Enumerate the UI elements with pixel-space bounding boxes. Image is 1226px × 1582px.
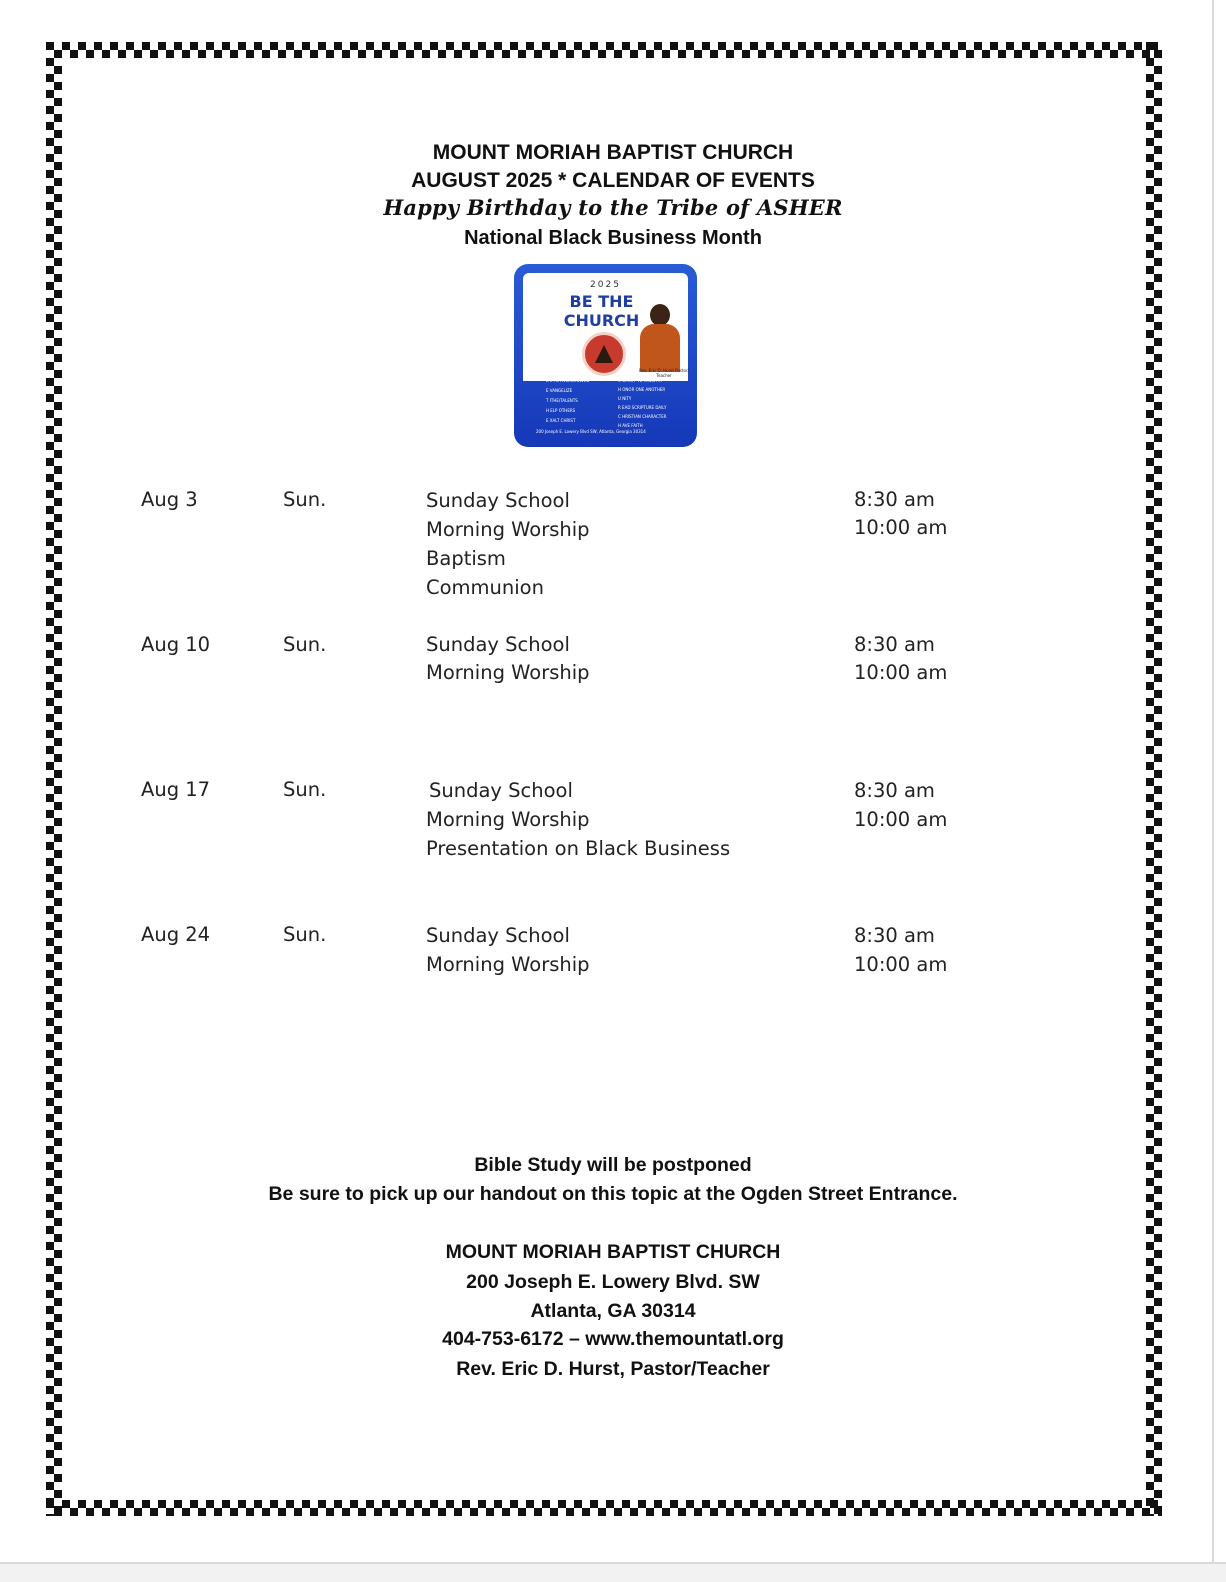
viewer-background: [0, 1564, 1226, 1582]
acrostic-line: H AVE FAITH: [618, 423, 643, 428]
event-item: Morning Worship: [426, 661, 590, 684]
acrostic-line: H ONOR ONE ANOTHER: [618, 387, 666, 392]
event-item: Morning Worship: [426, 808, 590, 831]
acrostic-line: U NITY: [618, 396, 632, 401]
event-item: Morning Worship: [426, 953, 590, 976]
event-item: Morning Worship: [426, 518, 590, 541]
acrostic-line: E VANGELIZE: [546, 388, 573, 393]
event-items: [426, 631, 590, 687]
bible-study-notice: Bible Study will be postponed: [474, 1154, 752, 1176]
event-times: [854, 631, 947, 687]
event-item: Baptism: [426, 547, 506, 570]
event-day: Sun.: [283, 923, 327, 946]
event-item: Sunday School: [426, 489, 570, 512]
acrostic-line: B E ACTIVE/INVOLVED: [546, 378, 590, 383]
event-items: [426, 486, 590, 602]
event-date: Aug 17: [141, 778, 211, 801]
event-date: Aug 10: [141, 633, 211, 656]
event-times: [854, 921, 947, 979]
event-day: Sun.: [283, 633, 327, 656]
pastor-photo: [638, 304, 682, 372]
church-seal-icon: [582, 332, 626, 376]
border-left: [46, 42, 62, 1516]
church-name-heading: MOUNT MORIAH BAPTIST CHURCH: [432, 141, 794, 164]
event-item: Sunday School: [426, 633, 570, 656]
logo-acrostic-left: [546, 376, 590, 426]
event-date: Aug 3: [141, 488, 198, 511]
footer-city: Atlanta, GA 30314: [530, 1300, 696, 1322]
event-item: Presentation on Black Business: [426, 837, 731, 860]
event-time: 8:30 am: [854, 488, 935, 511]
event-item: Sunday School: [429, 779, 573, 802]
event-day: Sun.: [283, 488, 327, 511]
acrostic-line: H ELP OTHERS: [546, 408, 576, 413]
footer-church-name: MOUNT MORIAH BAPTIST CHURCH: [445, 1241, 781, 1263]
event-time: 8:30 am: [854, 924, 935, 947]
be-the-church-logo: [514, 264, 697, 447]
event-item: Communion: [426, 576, 544, 599]
acrostic-line: T ITHE/TALENTS: [546, 398, 578, 403]
border-top: [46, 42, 1162, 58]
event-items: [426, 776, 730, 863]
footer-pastor: Rev. Eric D. Hurst, Pastor/Teacher: [456, 1358, 770, 1380]
logo-pastor-caption: Rev. Eric D. Hurst Pastor/ Teacher: [639, 368, 689, 378]
logo-title: BE THE CHURCH: [563, 292, 640, 330]
border-right: [1146, 42, 1162, 1516]
logo-year: 2025: [590, 280, 621, 290]
event-times: [854, 486, 947, 542]
footer-contact: 404-753-6172 – www.themountatl.org: [442, 1328, 784, 1350]
acrostic-line: C OMMIT TO MINISTRY: [618, 378, 663, 383]
event-item: Sunday School: [426, 924, 570, 947]
event-time: 10:00 am: [854, 808, 948, 831]
logo-address: 200 Joseph E. Lowery Blvd SW, Atlanta, Georgia 30314: [536, 429, 646, 434]
event-time: 8:30 am: [854, 633, 935, 656]
acrostic-line: C HRISTIAN CHARACTER: [618, 414, 667, 419]
acrostic-line: E XALT CHRIST: [546, 418, 576, 423]
month-theme: National Black Business Month: [464, 227, 762, 249]
event-date: Aug 24: [141, 923, 211, 946]
event-time: 10:00 am: [854, 953, 948, 976]
event-time: 10:00 am: [854, 516, 948, 539]
birthday-line: Happy Birthday to the Tribe of ASHER: [383, 195, 843, 220]
logo-acrostic-right: [618, 376, 667, 430]
handout-notice: Be sure to pick up our handout on this topic at the Ogden Street Entrance.: [268, 1183, 958, 1205]
event-times: [854, 776, 947, 834]
calendar-title: AUGUST 2025 * CALENDAR OF EVENTS: [411, 169, 815, 192]
footer-street: 200 Joseph E. Lowery Blvd. SW: [466, 1271, 760, 1293]
event-items: [426, 921, 590, 979]
event-day: Sun.: [283, 778, 327, 801]
acrostic-line: R EAD SCRIPTURE DAILY: [618, 405, 667, 410]
event-time: 8:30 am: [854, 779, 935, 802]
border-bottom: [46, 1500, 1162, 1516]
event-time: 10:00 am: [854, 661, 948, 684]
